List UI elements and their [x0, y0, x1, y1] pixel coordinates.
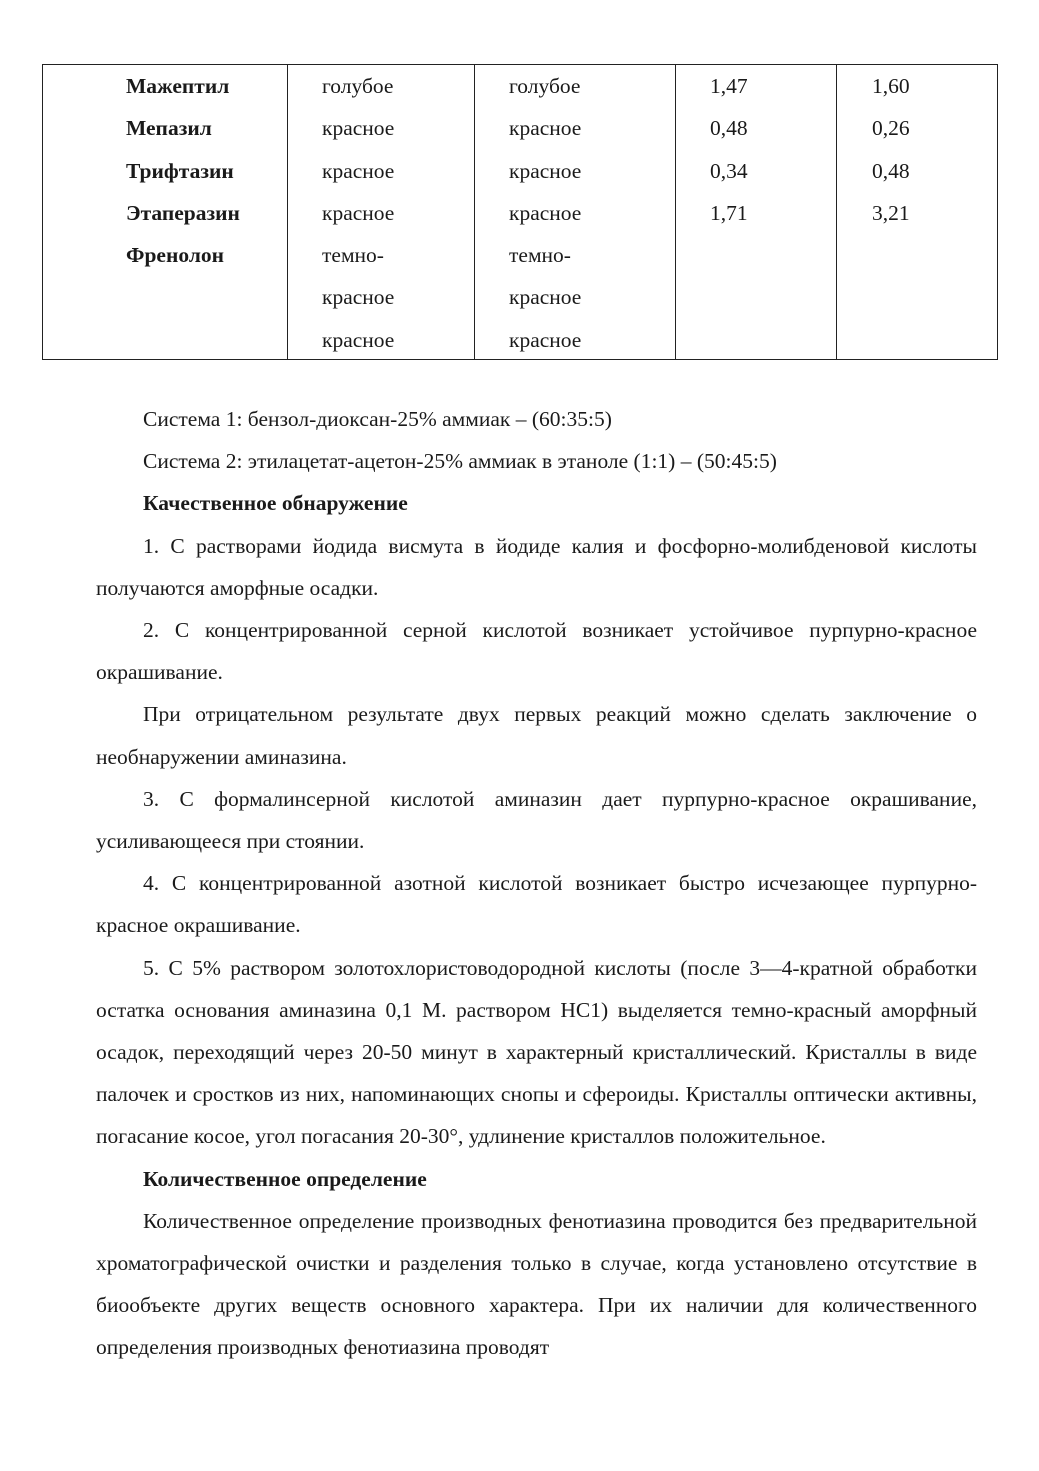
table-cell: голубое	[322, 74, 394, 98]
paragraph: 1. С растворами йодида висмута в йодиде калия и фосфорно-молибденовой кислоты получаются аморфные осадки.	[96, 533, 977, 600]
system-1-note: Система 1: бензол-диоксан-25% аммиак – (60:35:5)	[143, 407, 612, 431]
table-cell: красное	[322, 158, 395, 183]
table-cell: Мажептил	[126, 74, 230, 98]
body-text	[96, 398, 977, 1369]
table-cell: 0,48	[872, 158, 910, 183]
table-cell	[710, 234, 748, 276]
system-2-note: Система 2: этилацетат-ацетон-25% аммиак в этаноле (1:1) – (50:45:5)	[143, 449, 777, 474]
paragraph: 5. С 5% раствором золотохлористоводородной кислоты (после 3—4-кратной обработки остатка основания аминазина 0,1 М. раствором НС1) выделяется темно-красный аморфный осадок, переходящий через 20-50 минут в характерный кристаллический. Кристаллы в виде палочек и сростков из них, напоминающих снопы и сфероиды. Кристаллы оптически активны, погасание косое, угол погасания 20-30°, удлинение кристаллов положительное.	[96, 955, 977, 1149]
table-cell: красное	[509, 327, 582, 352]
table-cell: красное	[322, 327, 395, 352]
paragraph: При отрицательном результате двух первых реакций можно сделать заключение о необнаружении аминазина.	[96, 702, 977, 769]
table-cell	[126, 319, 240, 361]
table-cell	[872, 319, 910, 361]
table-cell: Этаперазин	[126, 200, 240, 225]
table-cell: красное	[322, 200, 395, 225]
table-cell: голубое	[509, 74, 581, 98]
table-cell	[710, 276, 748, 318]
table-cell: 3,21	[872, 200, 910, 225]
table-column-system2-value	[872, 65, 910, 361]
table-cell: 0,26	[872, 116, 910, 141]
table-cell: темно-	[509, 243, 571, 268]
table-cell: Трифтазин	[126, 158, 234, 183]
table-column-system1-color	[322, 65, 394, 361]
table-column-system2-color	[509, 65, 581, 361]
table-cell: 1,60	[872, 74, 910, 98]
table-column-system1-value	[710, 65, 748, 361]
table-column-name	[126, 65, 240, 361]
table-cell: 0,34	[710, 158, 748, 183]
table-cell: красное	[509, 116, 582, 141]
table-cell: красное	[509, 200, 582, 225]
table-divider	[836, 65, 837, 359]
table-cell: красное	[509, 158, 582, 183]
table-divider	[474, 65, 475, 359]
table-cell	[872, 234, 910, 276]
table-cell: Френолон	[126, 243, 225, 268]
section-heading-qualitative: Качественное обнаружение	[143, 491, 408, 516]
table-cell: красное	[322, 116, 395, 141]
table-cell	[126, 276, 240, 318]
table-divider	[675, 65, 676, 359]
table-cell: 1,47	[710, 74, 748, 98]
table-cell: Мепазил	[126, 116, 212, 141]
table-cell	[710, 319, 748, 361]
data-table	[42, 64, 998, 360]
table-cell: красное	[509, 285, 582, 310]
table-cell: 1,71	[710, 200, 748, 225]
table-divider	[287, 65, 288, 359]
paragraph: 4. С концентрированной азотной кислотой возникает быстро исчезающее пурпурно-красное окрашивание.	[96, 871, 977, 938]
paragraph: Количественное определение производных фенотиазина проводится без предварительной хроматографической очистки и разделения только в случае, когда установлено отсутствие в биообъекте других веществ основного характера. При их наличии для количественного определения производных фенотиазина проводят	[96, 1208, 977, 1360]
paragraph: 2. С концентрированной серной кислотой возникает устойчивое пурпурно-красное окрашивание.	[96, 618, 977, 685]
section-heading-quantitative: Количественное определение	[143, 1166, 427, 1191]
table-cell	[872, 276, 910, 318]
paragraph: 3. С формалинсерной кислотой аминазин дает пурпурно-красное окрашивание, усиливающееся при стоянии.	[96, 786, 977, 854]
table-cell: 0,48	[710, 116, 748, 141]
table-cell: красное	[322, 285, 395, 310]
table-cell: темно-	[322, 243, 384, 268]
